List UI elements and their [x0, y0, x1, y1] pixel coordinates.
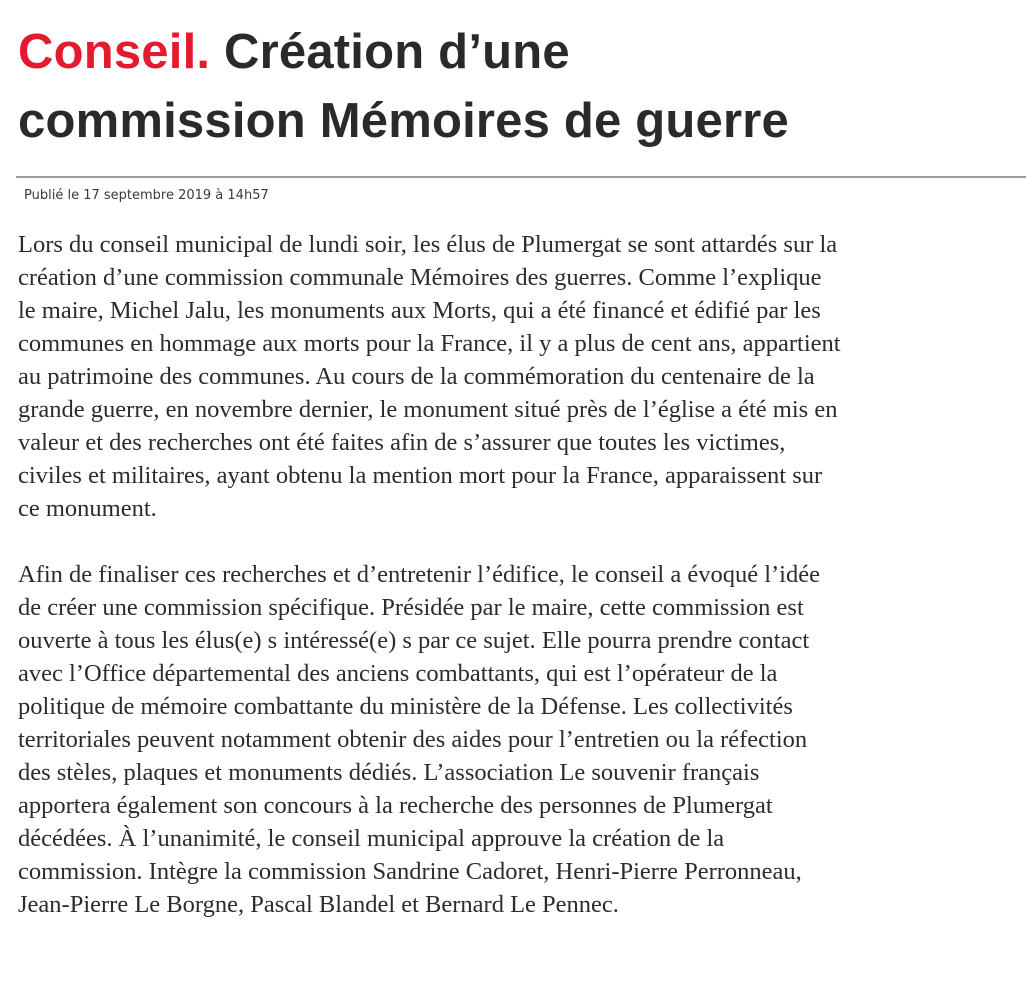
body-line: ouverte à tous les élus(e) s intéressé(e) s par ce sujet. Elle pourra prendre contact — [18, 627, 810, 654]
body-line: communes en hommage aux morts pour la France, il y a plus de cent ans, appartient — [18, 330, 841, 357]
body-line: commission. Intègre la commission Sandrine Cadoret, Henri-Pierre Perronneau, — [18, 858, 802, 885]
body-line: création d’une commission communale Mémoires des guerres. Comme l’explique — [18, 264, 822, 291]
body-line: Jean-Pierre Le Borgne, Pascal Blandel et Bernard Le Pennec. — [18, 891, 619, 918]
headline-line2: commission Mémoires de guerre — [18, 94, 789, 148]
body-line: des stèles, plaques et monuments dédiés. L’association Le souvenir français — [18, 759, 760, 786]
article-body — [18, 228, 1026, 921]
headline-line1-rest: Création d’une — [210, 25, 570, 79]
publication-date: Publié le 17 septembre 2019 à 14h57 — [24, 188, 269, 203]
body-line: au patrimoine des communes. Au cours de la commémoration du centenaire de la — [18, 363, 815, 390]
body-line: Afin de finaliser ces recherches et d’entretenir l’édifice, le conseil a évoqué l’idée — [18, 561, 820, 588]
body-line: apportera également son concours à la recherche des personnes de Plumergat — [18, 792, 773, 819]
body-line: Lors du conseil municipal de lundi soir, les élus de Plumergat se sont attardés sur la — [18, 231, 838, 258]
paragraph-1 — [18, 228, 1026, 525]
body-line: grande guerre, en novembre dernier, le monument situé près de l’église a été mis en — [18, 396, 838, 423]
body-line: le maire, Michel Jalu, les monuments aux Morts, qui a été financé et édifié par les — [18, 297, 821, 324]
body-line: territoriales peuvent notamment obtenir des aides pour l’entretien ou la réfection — [18, 726, 808, 753]
body-line: valeur et des recherches ont été faites afin de s’assurer que toutes les victimes, — [18, 429, 786, 456]
body-line: politique de mémoire combattante du ministère de la Défense. Les collectivités — [18, 693, 793, 720]
body-line: ce monument. — [18, 495, 157, 522]
article-headline — [18, 18, 789, 156]
headline-divider — [16, 176, 1026, 178]
body-line: civiles et militaires, ayant obtenu la mention mort pour la France, apparaissent sur — [18, 462, 823, 489]
body-line: avec l’Office départemental des anciens combattants, qui est l’opérateur de la — [18, 660, 778, 687]
body-line: de créer une commission spécifique. Présidée par le maire, cette commission est — [18, 594, 804, 621]
headline-kicker: Conseil. — [18, 25, 211, 79]
paragraph-2 — [18, 558, 1026, 921]
body-line: décédées. À l’unanimité, le conseil municipal approuve la création de la — [18, 825, 725, 852]
